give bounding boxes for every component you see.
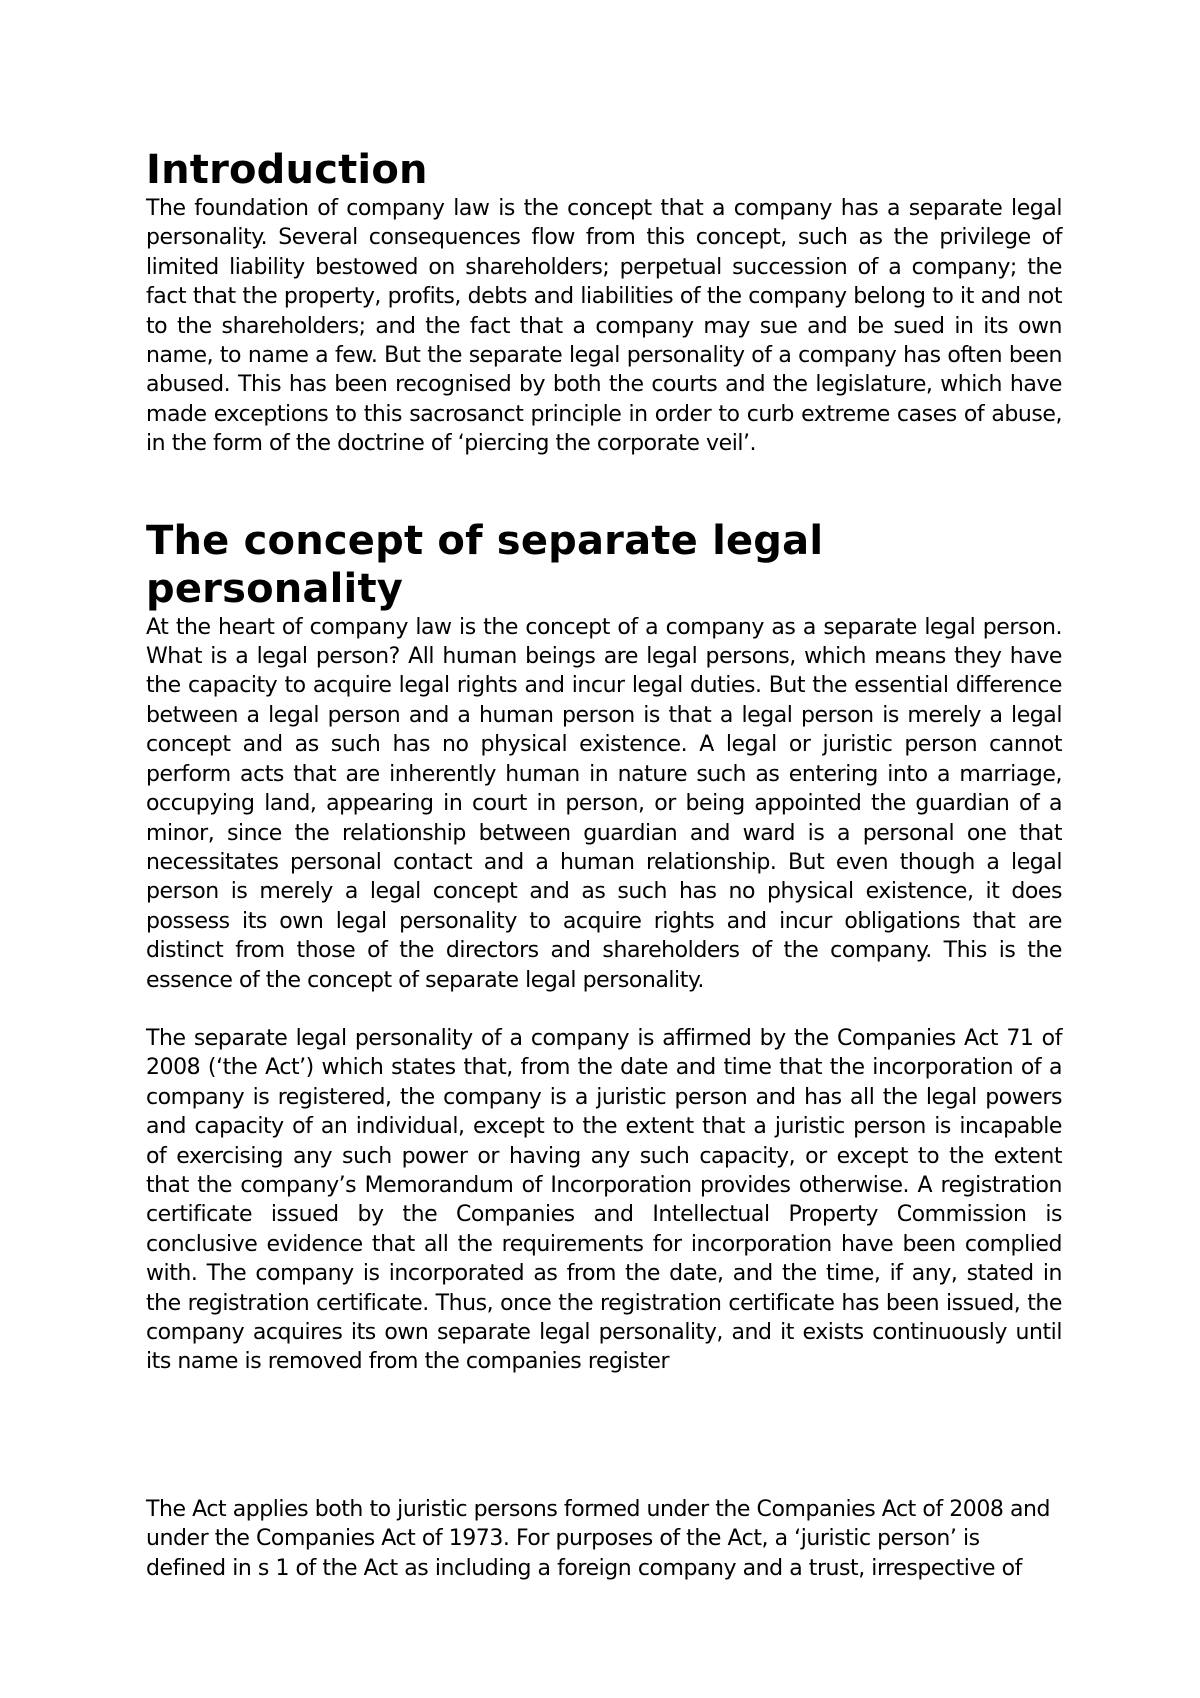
paragraph-spacer [146,995,1062,1024]
paragraph-introduction: The foundation of company law is the concept that a company has a separate legal personality. Several consequences flow from this concept, such as the privilege of limited liability bestowed on shareholders; perpetual succession of a company; the fact that the property, profits, debts and liabilities of the company belong to it and not to the shareholders; and the fact that a company may sue and be sued in its own name, to name a few. But the separate legal personality of a company has often been abused. This has been recognised by both the courts and the legislature, which have made exceptions to this sacrosanct principle in order to curb extreme cases of abuse, in the form of the doctrine of ‘piercing the corporate veil’. [146,196,1062,457]
heading-introduction: Introduction [146,147,428,193]
paragraph-companies-act: The separate legal personality of a company is affirmed by the Companies Act 71 of 2008 (‘the Act’) which states that, from the date and time that the incorporation of a company is registered, the company is a juristic person and has all the legal powers and capacity of an individual, except to the extent that a juristic person is incapable of exercising any such power or having any such capacity, or except to the extent that the company’s Memorandum of Incorporation provides otherwise. A registration certificate issued by the Companies and Intellectual Property Commission is conclusive evidence that all the requirements for incorporation have been complied with. The company is incorporated as from the date, and the time, if any, stated in the registration certificate. Thus, once the registration certificate has been issued, the company acquires its own separate legal personality, and it exists continuously until its name is removed from the companies register [146,1025,1062,1375]
section-spacer [146,459,1062,517]
heading-separate-legal-personality: The concept of separate legal personality [146,517,824,612]
paragraph-act-applies: The Act applies both to juristic persons formed under the Companies Act of 2008 and under the Companies Act of 1973. For purposes of the Act, a ‘juristic person’ is defined in s 1 of the Act as including a foreign company and a trust, irrespective of [146,1496,1050,1581]
paragraph-legal-person: At the heart of company law is the concept of a company as a separate legal person. What is a legal person? All human beings are legal persons, which means they have the capacity to acquire legal rights and incur legal duties. But the essential difference between a legal person and a human person is that a legal person is merely a legal concept and as such has no physical existence. A legal or juristic person cannot perform acts that are inherently human in nature such as entering into a marriage, occupying land, appearing in court in person, or being appointed the guardian of a minor, since the relationship between guardian and ward is a personal one that necessitates personal contact and a human relationship. But even though a legal person is merely a legal concept and as such has no physical existence, it does possess its own legal personality to acquire rights and incur obligations that are distinct from those of the directors and shareholders of the company. This is the essence of the concept of separate legal personality. [146,614,1062,993]
paragraph-spacer-large [146,1377,1062,1495]
document-body [146,146,1062,1583]
